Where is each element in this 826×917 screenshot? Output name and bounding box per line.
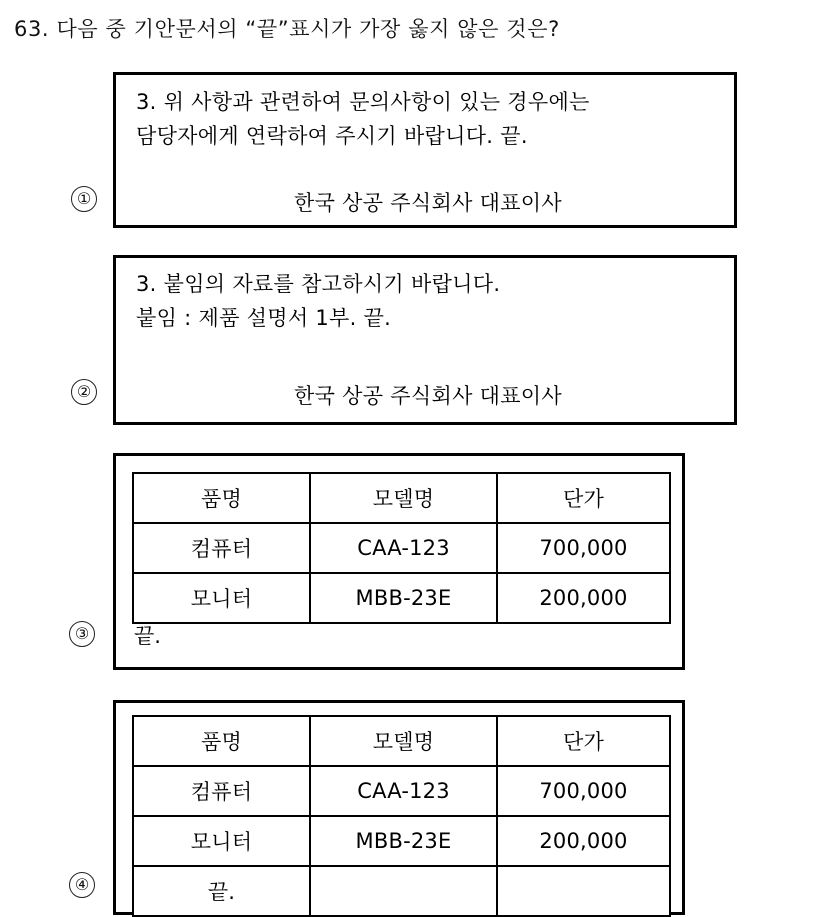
question-stem: 63. 다음 중 기안문서의 “끝”표시가 가장 옳지 않은 것은?: [14, 17, 560, 41]
table-header-cell: 단가: [497, 473, 670, 523]
table-row: [133, 766, 670, 816]
table-header-row: [133, 716, 670, 766]
option-2-line-2: 붙임 : 제품 설명서 1부. 끝.: [136, 306, 392, 330]
table-row: [133, 573, 670, 623]
table-row-end-mark: [133, 866, 670, 916]
table-cell: [497, 866, 670, 916]
table-cell: 200,000: [497, 816, 670, 866]
option-marker-3[interactable]: ③: [69, 621, 95, 647]
option-1-line-1: 3. 위 사항과 관련하여 문의사항이 있는 경우에는: [136, 90, 590, 114]
option-2-signature: 한국 상공 주식회사 대표이사: [294, 384, 562, 408]
option-4-price-table: [132, 715, 671, 917]
table-cell: 컴퓨터: [133, 766, 310, 816]
option-3-price-table: [132, 472, 671, 624]
table-cell: MBB-23E: [310, 573, 497, 623]
table-cell: 700,000: [497, 523, 670, 573]
option-3-example-box: [113, 453, 685, 670]
table-cell: [310, 866, 497, 916]
option-marker-4[interactable]: ④: [69, 872, 95, 898]
option-1-line-2: 담당자에게 연락하여 주시기 바랍니다. 끝.: [136, 124, 528, 148]
table-cell: CAA-123: [310, 523, 497, 573]
option-4-example-box: [113, 700, 685, 915]
table-header-cell: 품명: [133, 716, 310, 766]
table-row: [133, 816, 670, 866]
option-2-example-box: [113, 255, 737, 425]
table-cell: 모니터: [133, 573, 310, 623]
option-1-example-box: [113, 72, 737, 228]
table-header-cell: 모델명: [310, 473, 497, 523]
table-header-cell: 모델명: [310, 716, 497, 766]
table-header-cell: 품명: [133, 473, 310, 523]
table-row: [133, 523, 670, 573]
option-4-end-mark: 끝.: [133, 866, 310, 916]
table-cell: 컴퓨터: [133, 523, 310, 573]
table-cell: 200,000: [497, 573, 670, 623]
option-marker-1[interactable]: ①: [71, 186, 97, 212]
option-2-line-1: 3. 붙임의 자료를 참고하시기 바랍니다.: [136, 272, 501, 296]
option-1-signature: 한국 상공 주식회사 대표이사: [294, 191, 562, 215]
option-marker-2[interactable]: ②: [71, 379, 97, 405]
table-header-cell: 단가: [497, 716, 670, 766]
table-header-row: [133, 473, 670, 523]
table-cell: MBB-23E: [310, 816, 497, 866]
table-cell: 모니터: [133, 816, 310, 866]
table-cell: 700,000: [497, 766, 670, 816]
table-cell: CAA-123: [310, 766, 497, 816]
option-3-end-mark: 끝.: [134, 624, 161, 648]
